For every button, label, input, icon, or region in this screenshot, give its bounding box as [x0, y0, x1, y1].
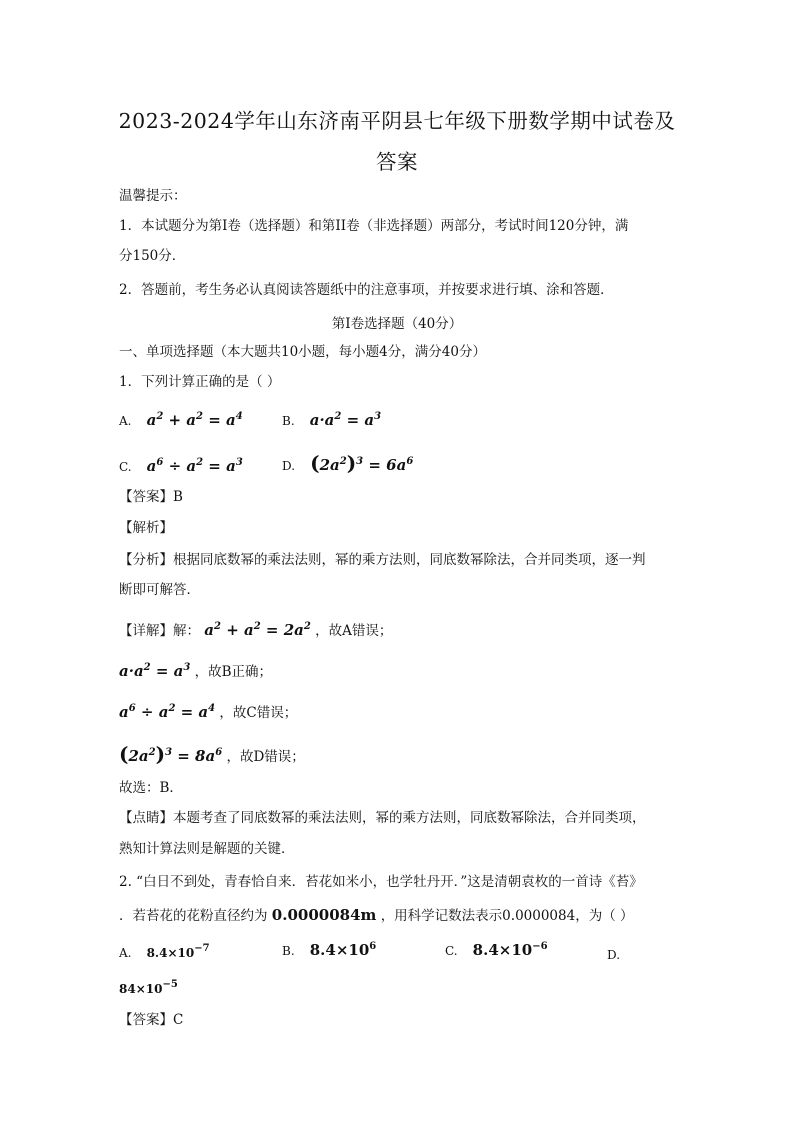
math-expression: $(2a^2)^3 = 8a^6$ — [119, 742, 223, 766]
q1-option-a — [119, 410, 243, 429]
document-title-line2: 答案 — [376, 150, 418, 174]
solution-c-tail: ，故C错误； — [219, 705, 298, 721]
q1-fenxi-line-a: 【分析】根据同底数幂的乘法法则，幂的乘方法则，同底数幂除法，合并同类项，逐一判 — [119, 552, 646, 568]
math-expression: $a^2 + a^2 = a^4$ — [146, 411, 243, 429]
math-expression: $a\cdot a^2 = a^3$ — [119, 662, 191, 680]
tip-1-line-b: 分150分． — [119, 248, 186, 264]
math-expression: $a\cdot a^2 = a^3$ — [309, 411, 382, 429]
option-label: A. — [119, 414, 132, 428]
document-title-line1: 2023-2024学年山东济南平阴县七年级下册数学期中试卷及 — [118, 109, 676, 133]
q2-diameter-value: 0.0000084m — [271, 906, 377, 924]
q1-fenxi-line-b: 断即可解答． — [119, 582, 200, 598]
math-expression: $a^6 \div a^2 = a^3$ — [146, 457, 243, 475]
solution-b-tail: ，故B正确； — [194, 664, 273, 680]
q1-dianjing-line-b: 熟知计算法则是解题的关键． — [119, 841, 295, 857]
solution-d-tail: ，故D错误； — [226, 749, 305, 765]
math-expression: $a^6 \div a^2 = a^4$ — [119, 703, 216, 721]
q1-analysis-label: 【解析】 — [119, 520, 173, 536]
math-expression: $8.4\times 10^{-6}$ — [472, 941, 548, 959]
math-expression: $84\times 10^{-5}$ — [119, 979, 178, 996]
q2-option-a — [119, 942, 210, 961]
math-expression: $(2a^2)^3 = 6a^6$ — [310, 451, 414, 475]
q1-choose: 故选：B． — [119, 780, 183, 796]
tip-1-line-a: 1．本试题分为第Ⅰ卷（选择题）和第II卷（非选择题）两部分，考试时间120分钟，满 — [119, 218, 629, 234]
xiangjie-label: 【详解】解： — [119, 623, 200, 639]
q1-solution-c — [119, 702, 297, 723]
option-label: A. — [119, 946, 132, 960]
math-expression: $8.4\times 10^{-7}$ — [146, 943, 210, 960]
q2-option-d — [607, 944, 630, 963]
section-1-heading: 一、单项选择题（本大题共10小题，每小题4分，满分40分） — [119, 344, 486, 360]
tip-2: 2．答题前，考生务必认真阅读答题纸中的注意事项，并按要求进行填、涂和答题． — [119, 282, 614, 298]
option-label: B. — [282, 944, 295, 958]
q2-stem-part2: ，用科学记数法表示0.0000084，为（ ） — [380, 908, 634, 924]
option-label: C. — [119, 460, 132, 474]
option-label: B. — [282, 414, 295, 428]
q2-stem-line-a: 2. “白日不到处，青春恰自来．苔花如米小，也学牡丹开．”这是清朝袁枚的一首诗《苔》 — [119, 874, 643, 890]
part-1-title: 第Ⅰ卷选择题（40分） — [331, 316, 463, 332]
q2-option-c — [445, 940, 548, 959]
math-expression: $a^2 + a^2 = 2a^2$ — [204, 621, 311, 639]
option-label: D. — [282, 459, 296, 473]
q2-stem-line-b — [119, 905, 633, 926]
option-label: D. — [607, 948, 621, 962]
q1-answer: 【答案】B — [119, 489, 183, 505]
q2-option-d-value — [119, 978, 178, 997]
option-label: C. — [445, 944, 458, 958]
q2-option-b — [282, 940, 376, 959]
q1-stem: 1．下列计算正确的是（ ） — [119, 374, 281, 390]
q1-option-b — [282, 410, 381, 429]
solution-a-tail: ，故A错误； — [315, 623, 393, 639]
q1-solution-d — [119, 744, 305, 767]
math-expression: $8.4\times 10^6$ — [309, 941, 377, 959]
q1-option-d — [282, 451, 413, 475]
q2-stem-part1: ．若苔花的花粉直径约为 — [119, 908, 268, 924]
q1-solution-a — [119, 620, 392, 641]
q1-dianjing-line-a: 【点睛】本题考查了同底数幂的乘法法则，幂的乘方法则，同底数幂除法，合并同类项， — [119, 810, 646, 826]
q1-solution-b — [119, 661, 272, 682]
tips-label: 温馨提示： — [119, 188, 187, 204]
q1-option-c — [119, 456, 243, 475]
q2-answer: 【答案】C — [119, 1012, 184, 1028]
